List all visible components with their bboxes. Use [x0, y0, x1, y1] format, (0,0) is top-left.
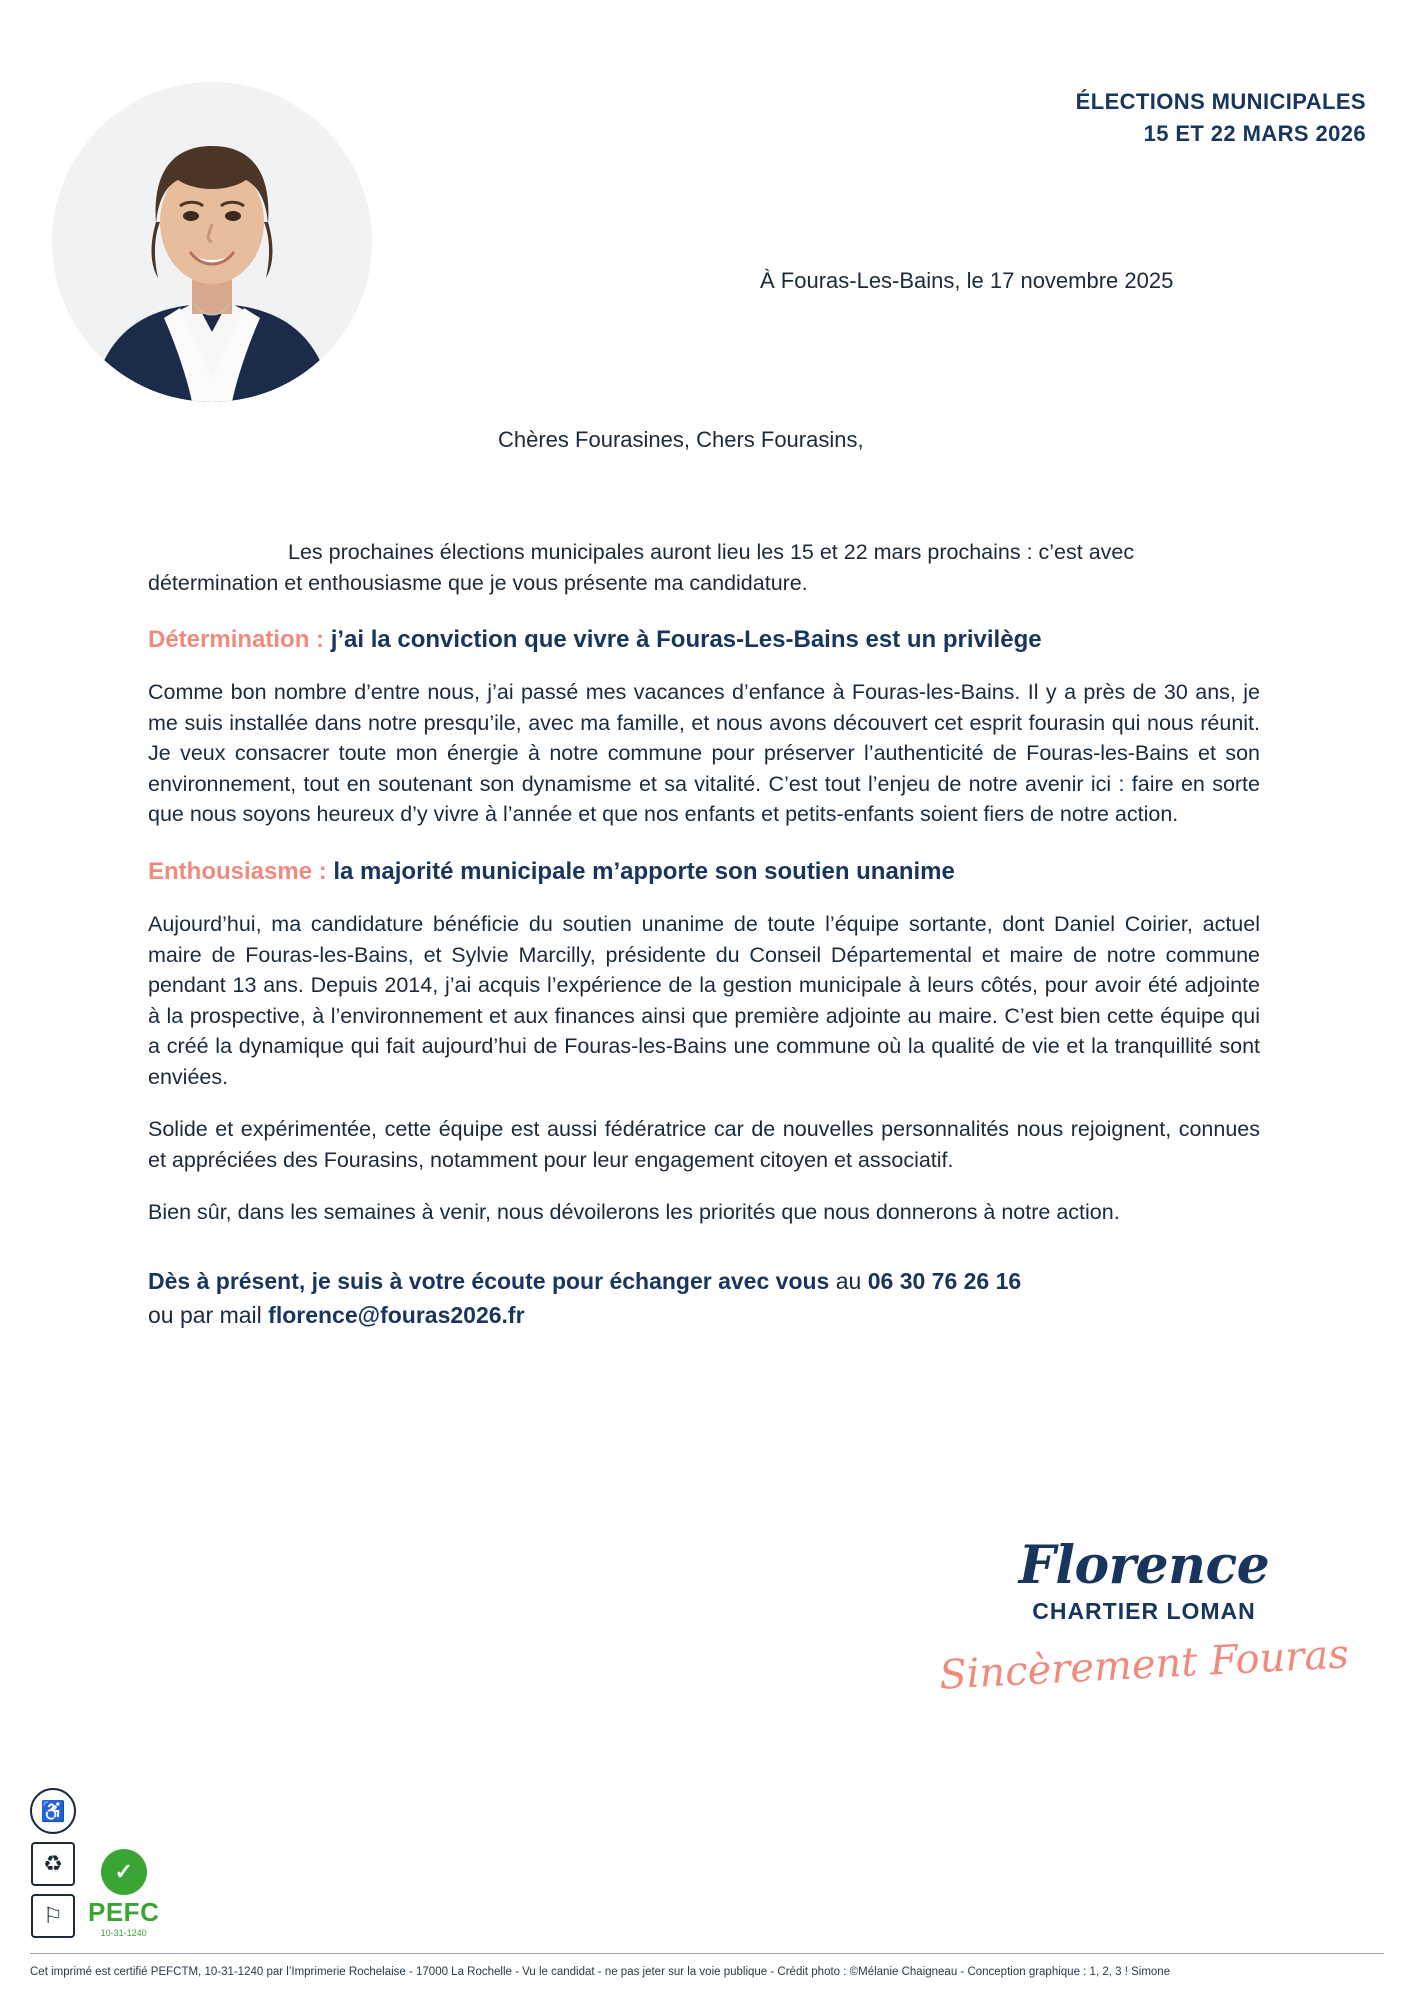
- section2-body-1: Aujourd’hui, ma candidature bénéficie du soutien unanime de toute l’équipe sortante, dont Daniel Coirier, actuel maire de Fouras-les-Bains, et Sylvie Marcilly, présidente du Conseil Départemental et maire de notre commune pendant 13 ans. Depuis 2014, j’ai acquis l’expérience de la gestion municipale à leurs côtés, pour avoir été adjointe à la prospective, à l’environnement et aux finances ainsi que première adjointe au maire. C’est bien cette équipe qui a créé la dynamique qui fait aujourd’hui de Fouras-les-Bains une commune où la qualité de vie et la tranquillité sont enviées.: [148, 911, 1260, 1089]
- closing-call-to-action: Dès à présent, je suis à votre écoute pour échanger avec vous: [148, 1267, 830, 1294]
- footer-divider: [30, 1953, 1384, 1954]
- header-line-1: ÉLECTIONS MUNICIPALES: [1075, 89, 1366, 114]
- section-heading-enthousiasme: [148, 856, 1260, 887]
- closing-mail-label: ou par mail: [148, 1302, 269, 1329]
- recycling-logos: [30, 1788, 76, 1938]
- section1-body: Comme bon nombre d’entre nous, j’ai passé mes vacances d’enfance à Fouras-les-Bains. Il y a près de 30 ans, je me suis installée dans notre presqu’ile, avec ma famille, et nous avons découvert cet esprit fourasin qui nous réunit. Je veux consacrer toute mon énergie à notre commune pour préserver l’authenticité de Fouras-les-Bains et son environnement, tout en soutenant son dynamisme et sa vitalité. C’est tout l’enjeu de notre avenir ici : faire en sorte que nous soyons heureux d’y vivre à l’année et que nos enfants et petits-enfants soient fiers de notre action.: [148, 680, 1260, 827]
- signature-first-name: Florence: [1018, 1535, 1270, 1596]
- legal-notice: Cet imprimé est certifié PEFCTM, 10-31-1240 par l’Imprimerie Rochelaise - 17000 La Rochelle - Vu le candidat - ne pas jeter sur la voie publique - Crédit photo : ©Mélanie Chaigneau - Conception graphique : 1, 2, 3 ! Simone: [30, 1966, 1171, 1978]
- intro-paragraph: Les prochaines élections municipales auront lieu les 15 et 22 mars prochains : c’est avec détermination et enthousiasme que je vous présente ma candidature.: [148, 540, 1135, 595]
- letter-body: [148, 537, 1260, 1333]
- signature-block: [934, 1535, 1354, 1699]
- letter-date: À Fouras-Les-Bains, le 17 novembre 2025: [760, 268, 1174, 293]
- recycle-bin-icon: ♻: [31, 1842, 75, 1886]
- email-address[interactable]: florence@fouras2026.fr: [268, 1302, 525, 1329]
- letter-salutation: Chères Fourasines, Chers Fourasins,: [498, 427, 864, 452]
- section2-lead: Enthousiasme :: [148, 857, 334, 885]
- triman-icon: ⚐: [31, 1894, 75, 1938]
- section2-rest: la majorité municipale m’apporte son soutien unanime: [333, 857, 955, 885]
- pefc-code: 10-31-1240: [100, 1928, 147, 1938]
- handwritten-signature: Sincèrement Fouras: [938, 1631, 1350, 1699]
- footer-logos: [30, 1788, 159, 1938]
- header-line-2: 15 ET 22 MARS 2026: [1143, 120, 1366, 146]
- section2-body-3: Bien sûr, dans les semaines à venir, nous dévoilerons les priorités que nous donnerons à notre action.: [148, 1200, 1120, 1225]
- pefc-mark-icon: ✓: [101, 1849, 147, 1895]
- closing-connector: au: [829, 1267, 868, 1294]
- throw-in-bin-icon: ♿: [30, 1788, 76, 1834]
- closing-paragraph: [148, 1264, 1260, 1333]
- election-header: [1076, 86, 1366, 150]
- candidate-portrait: [52, 82, 372, 402]
- section-heading-determination: [148, 624, 1260, 655]
- section1-lead: Détermination :: [148, 626, 331, 654]
- pefc-logo: [88, 1849, 159, 1938]
- section2-body-2: Solide et expérimentée, cette équipe est aussi fédératrice car de nouvelles personnalités nous rejoignent, connues et appréciées des Fourasins, notamment pour leur engagement citoyen et associatif.: [148, 1117, 1260, 1172]
- section1-rest: j’ai la conviction que vivre à Fouras-Les-Bains est un privilège: [330, 626, 1042, 654]
- pefc-label: PEFC: [88, 1897, 160, 1927]
- phone-number[interactable]: 06 30 76 26 16: [867, 1267, 1022, 1294]
- signature-last-name: CHARTIER LOMAN: [1032, 1598, 1256, 1624]
